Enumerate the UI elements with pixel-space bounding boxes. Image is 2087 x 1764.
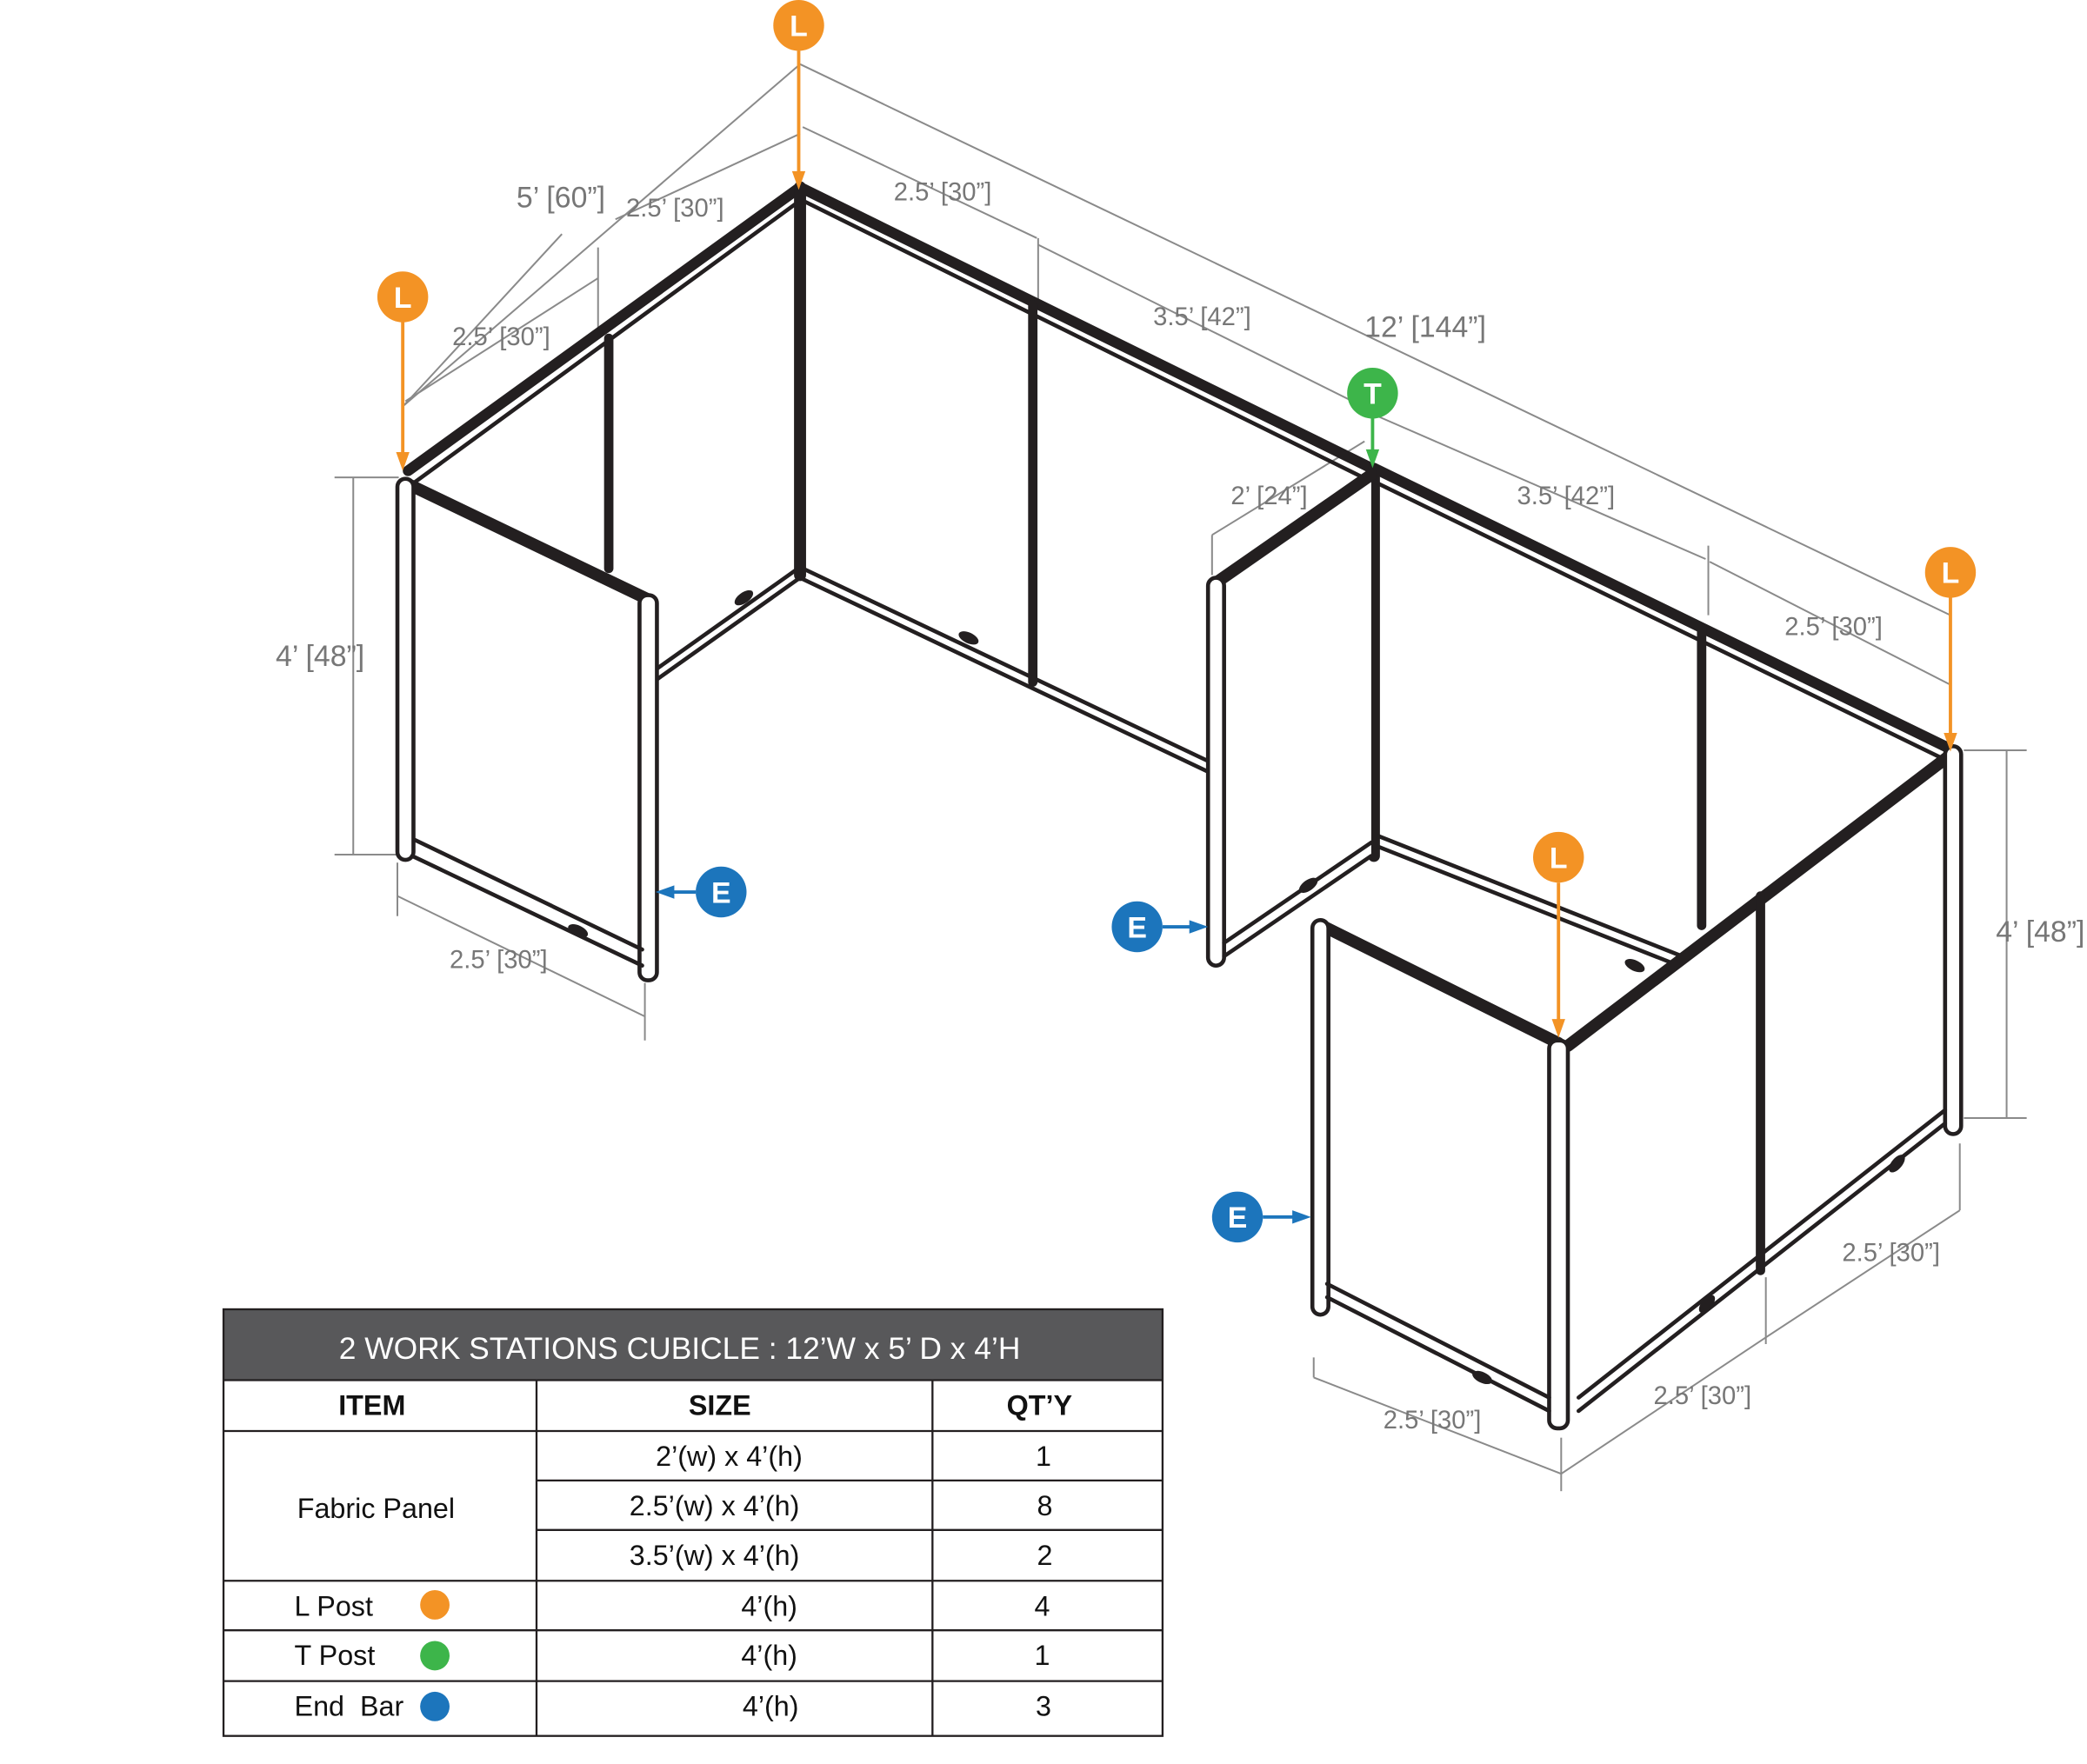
row-end-bar-size: 4’(h) (742, 1690, 799, 1722)
row-t-post-size: 4’(h) (741, 1640, 797, 1672)
row-l-post-item: L Post (294, 1590, 373, 1622)
dim-overall-depth: 5’ [60”] (516, 181, 606, 215)
fabric-row-qty: 2 (1037, 1539, 1053, 1571)
dim-left-front: 2.5’ [30”] (450, 946, 548, 975)
end-bar-marker-left (656, 867, 747, 917)
dim-right-bottom: 2.5’ [30”] (1842, 1239, 1940, 1268)
dim-back-right: 2.5’ [30”] (1784, 613, 1883, 642)
end-bar-marker-divider (1111, 902, 1208, 952)
l-post-letter: L (1549, 842, 1568, 875)
dim-height-left: 4’ [48”] (276, 640, 365, 674)
dim-back-mid-left: 3.5’ [42”] (1153, 303, 1251, 331)
fabric-row-size: 3.5’(w) x 4’(h) (629, 1539, 800, 1571)
end-bar-marker-right (1212, 1192, 1311, 1242)
header-size: SIZE (688, 1389, 751, 1421)
cubicle-frame (397, 187, 1961, 1428)
l-post-letter: L (790, 10, 808, 43)
dim-left-depth-front: 2.5’ [30”] (452, 323, 550, 351)
row-l-post-size: 4’(h) (741, 1590, 797, 1622)
header-qty: QT’Y (1006, 1389, 1073, 1421)
dim-back-left: 2.5’ [30”] (893, 178, 992, 207)
l-post-marker-front (1533, 832, 1584, 1038)
panel-divider (1208, 475, 1371, 966)
dim-left-depth-back: 2.5’ [30”] (626, 195, 724, 223)
row-fabric-panel-item: Fabric Panel (297, 1492, 456, 1524)
row-t-post-item: T Post (294, 1640, 376, 1672)
dim-height-right: 4’ [48”] (1996, 915, 2085, 949)
dim-right-side: 2.5’ [30”] (1653, 1382, 1752, 1411)
t-post-marker (1347, 368, 1397, 468)
row-end-bar-qty: 3 (1036, 1690, 1051, 1722)
fabric-row-size: 2’(w) x 4’(h) (656, 1440, 803, 1472)
panel-right-side (1568, 746, 1961, 1417)
l-post-marker-right (1925, 547, 1976, 751)
header-item: ITEM (338, 1389, 406, 1421)
dim-right-front: 2.5’ [30”] (1383, 1406, 1482, 1434)
dim-overall-width: 12’ [144”] (1364, 310, 1486, 344)
table-title: 2 WORK STATIONS CUBICLE : 12’W x 5’ D x 4’H (338, 1331, 1021, 1366)
fabric-row-size: 2.5’(w) x 4’(h) (629, 1489, 800, 1521)
row-t-post-qty: 1 (1034, 1640, 1050, 1672)
l-post-letter: L (1941, 556, 1960, 590)
row-l-post-qty: 4 (1034, 1590, 1050, 1622)
l-post-marker-left (377, 271, 428, 470)
l-post-dot-icon (420, 1590, 450, 1620)
fabric-row-qty: 8 (1037, 1489, 1053, 1521)
dim-back-mid-right: 3.5’ [42”] (1517, 482, 1616, 510)
end-bar-dot-icon (420, 1692, 450, 1721)
end-bar-letter: E (710, 876, 731, 910)
dim-divider: 2’ [24”] (1230, 482, 1308, 510)
row-end-bar-item: End Bar (294, 1690, 404, 1722)
end-bar-letter: E (1127, 911, 1147, 945)
fabric-row-qty: 1 (1036, 1440, 1051, 1472)
panel-right-front (732, 588, 1647, 1428)
t-post-letter: T (1364, 377, 1382, 411)
l-post-letter: L (393, 281, 412, 315)
t-post-dot-icon (420, 1641, 450, 1670)
parts-table (223, 1309, 1163, 1736)
l-post-marker-back (773, 0, 823, 190)
end-bar-letter: E (1227, 1202, 1248, 1235)
